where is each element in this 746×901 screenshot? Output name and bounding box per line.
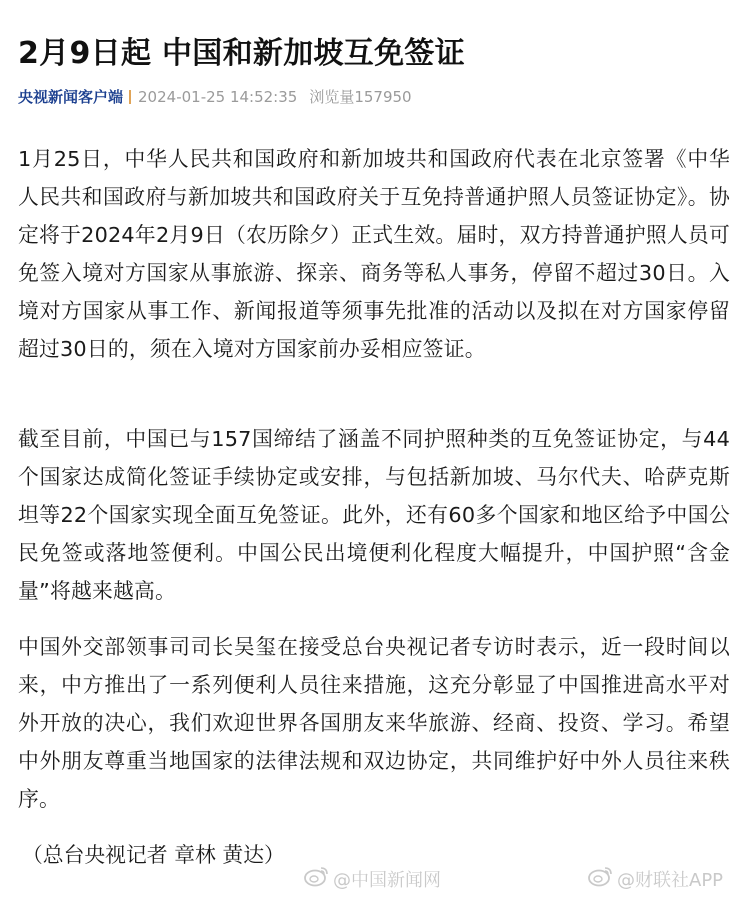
article-meta [18,86,412,108]
view-count: 浏览量157950 [309,88,412,106]
watermark-text: @财联社APP [617,870,724,891]
weibo-icon [588,865,617,897]
source-link[interactable]: 央视新闻客户端 [18,88,124,106]
watermark-cls [588,866,723,896]
paragraph-1: 1月25日，中华人民共和国政府和新加坡共和国政府代表在北京签署《中华人民共和国政府与新加坡共和国政府关于互免持普通护照人员签证协定》。协定将于2024年2月9日（农历除夕）正式生效。届时，双方持普通护照人员可免签入境对方国家从事旅游、探亲、商务等私人事务，停留不超过30日。入境对方国家从事工作、新闻报道等须事先批准的活动以及拟在对方国家停留超过30日的，须在入境对方国家前办妥相应签证。 [18,147,730,361]
weibo-icon [304,865,333,897]
article-title: 2月9日起 中国和新加坡互免签证 [18,36,465,72]
watermark-text: @中国新闻网 [333,870,441,891]
publish-time: 2024-01-25 14:52:35 [138,88,298,106]
watermark-chinanews [304,866,441,896]
paragraph-3: 中国外交部领事司司长吴玺在接受总台央视记者专访时表示，近一段时间以来，中方推出了一系列便利人员往来措施，这充分彰显了中国推进高水平对外开放的决心，我们欢迎世界各国朋友来华旅游、经商、投资、学习。希望中外朋友尊重当地国家的法律法规和双边协定，共同维护好中外人员往来秩序。 [18,635,730,811]
reporter-credit: （总台央视记者 章林 黄达） [22,843,285,867]
paragraph-2: 截至目前，中国已与157国缔结了涵盖不同护照种类的互免签证协定，与44个国家达成简化签证手续协定或安排，与包括新加坡、马尔代夫、哈萨克斯坦等22个国家实现全面互免签证。此外，还有60多个国家和地区给予中国公民免签或落地签便利。中国公民出境便利化程度大幅提升，中国护照“含金量”将越来越高。 [18,427,730,603]
meta-separator [129,90,131,104]
